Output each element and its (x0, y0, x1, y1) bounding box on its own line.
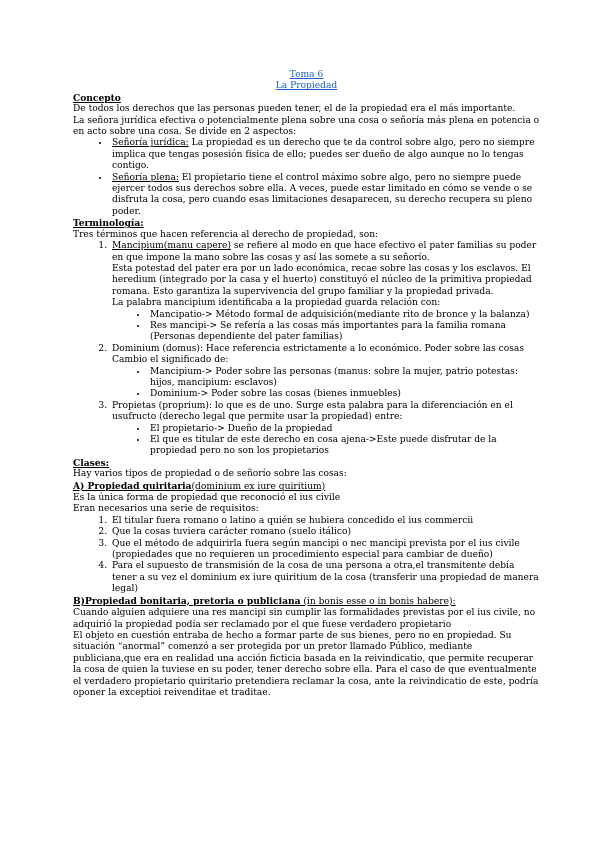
list-item: • Mancipatio-> Método formal de adquisición(mediante rito de bronce y la balanza) (148, 310, 540, 321)
requisitos-list (73, 516, 540, 596)
heading-concepto: Concepto (73, 92, 121, 104)
item-text: Propietas (proprium): lo que es de uno. Surge esta palabra para la diferenciación en el usufructo (derecho legal que permite usar la propiedad) entre: (112, 400, 513, 423)
subheading-b-title: B)Propiedad bonitaria, pretoria o publiciana (73, 595, 301, 607)
list-item: • Dominium-> Poder sobre las cosas (bienes inmuebles) (148, 389, 540, 400)
list-item (110, 344, 540, 401)
terminologia-numbered-list (73, 241, 540, 458)
doc-title-topic[interactable]: Tema 6 (289, 70, 324, 80)
paragraph: La palabra mancipium identificaba a la propiedad guarda relación con: (112, 298, 441, 309)
subheading-b-paren: (in bonis esse o in bonis habere): (300, 596, 456, 607)
heading-terminologia: Terminología: (73, 218, 144, 230)
term: Señoría jurídica: (112, 138, 189, 149)
list-item: • El propietario-> Dueño de la propiedad (148, 424, 540, 435)
list-item (110, 173, 540, 219)
list-item (110, 241, 540, 344)
heading-clases: Clases: (73, 457, 109, 469)
list-item (110, 401, 540, 458)
paragraph: De todos los derechos que las personas pueden tener, el de la propiedad era el más importante. (73, 104, 516, 115)
list-item: 3. Que el método de adquirirla fuera según mancipi o nec mancipi prevista por el ius civile (propiedades que no requieren un procedimiento especial para cambiar de dueño) (110, 539, 540, 562)
list-item: • El que es titular de este derecho en cosa ajena->Este puede disfrutar de la propiedad pero no son los propietarios (148, 435, 540, 458)
item-text: Dominium (domus): Hace referencia estrictamente a lo económico. Poder sobre las cosas Cambio el significado de: (112, 343, 524, 366)
term: Señoría plena: (112, 172, 179, 183)
list-item: 4. Para el supuesto de transmisión de la cosa de una persona a otra,el transmitente debía tener a su vez el dominium ex iure quiritium de la cosa (transferir una propiedad de manera legal) (110, 561, 540, 595)
paragraph: Cuando alguien adquiere una res mancipi sin cumplir las formalidades previstas por el ius civile, no adquirió la propiedad podía ser reclamado por el que fuese verdadero propietario (73, 608, 536, 630)
paragraph: Eran necesarios una serie de requisitos: (73, 504, 259, 515)
paragraph: Hay varios tipos de propiedad o de señorío sobre las cosas: (73, 469, 347, 480)
subheading-a (73, 481, 540, 493)
term-text: se refiere al modo en que hace efectivo el pater familias su poder en que impone la mano sobre las cosas y así las somete a su señorío. (112, 241, 537, 263)
subheading-a-paren: (dominium ex iure quiritium) (191, 481, 326, 492)
paragraph: Es la única forma de propiedad que reconoció el ius civile (73, 493, 341, 504)
paragraph: Tres términos que hacen referencia al derecho de propiedad, son: (73, 229, 379, 240)
subheading-b (73, 596, 540, 608)
list-item: 1. El titular fuera romano o latino a quién se hubiera concedido el ius commercii (110, 516, 540, 527)
paragraph: El objeto en cuestión entraba de hecho a formar parte de sus bienes, pero no en propiedad. Su situación “anormal” comenzó a ser protegida por un pretor llamado Público, mediante publiciana,que era en realidad una acción ficticia basada en la reivindicatio, que permite recuperar la cosa de quien la tuviese en su poder, tener derecho sobre ella. Para el caso de que eventualmente el verdadero propietario quiritario pretendiera reclamar la cosa, ante la reivindicatio de este, podría oponer la exceptioi reivenditae et traditae. (73, 630, 539, 698)
term: Mancipium(manu capere) (112, 241, 231, 252)
term-text: El propietario tiene el control máximo sobre algo, pero no siempre puede ejercer todos sus derechos sobre ella. A veces, puede estar limitado en cómo se vende o se disfruta la cosa, pero cuando esas limitaciones desaparecen, su derecho recupera su pleno poder. (112, 172, 533, 217)
sub-bullet-list (112, 310, 540, 344)
list-item: • Mancipium-> Poder sobre las personas (manus: sobre la mujer, patrio potestas: hijos, mancipium: esclavos) (148, 367, 540, 390)
doc-title-main[interactable]: La Propiedad (275, 81, 338, 92)
concepto-bullet-list (73, 138, 540, 218)
sub-bullet-list (112, 424, 540, 458)
paragraph: La señora jurídica efectiva o potencialmente plena sobre una cosa o señoría más plena en potencia o en acto sobre una cosa. Se divide en 2 aspectos: (73, 115, 540, 138)
list-item (110, 138, 540, 172)
list-item: • Res mancipi-> Se refería a las cosas más importantes para la familia romana (Personas dependiente del pater familias) (148, 321, 540, 344)
subheading-a-title: A) Propiedad quiritaria (73, 480, 192, 492)
sub-bullet-list (112, 367, 540, 401)
paragraph: Esta potestad del pater era por un lado económica, recae sobre las cosas y los esclavos. El heredium (integrado por la casa y el huerto) constituyó el núcleo de la primitiva propiedad romana. Esto garantiza la supervivencia del grupo familiar y la propiedad privada. (112, 263, 532, 297)
term-text: La propiedad es un derecho que te da control sobre algo, pero no siempre implica que tengas posesión física de ello; puedes ser dueño de algo aunque no lo tengas contigo. (112, 138, 535, 172)
list-item: 2. Que la cosas tuviera carácter romano (suelo itálico) (110, 527, 540, 538)
